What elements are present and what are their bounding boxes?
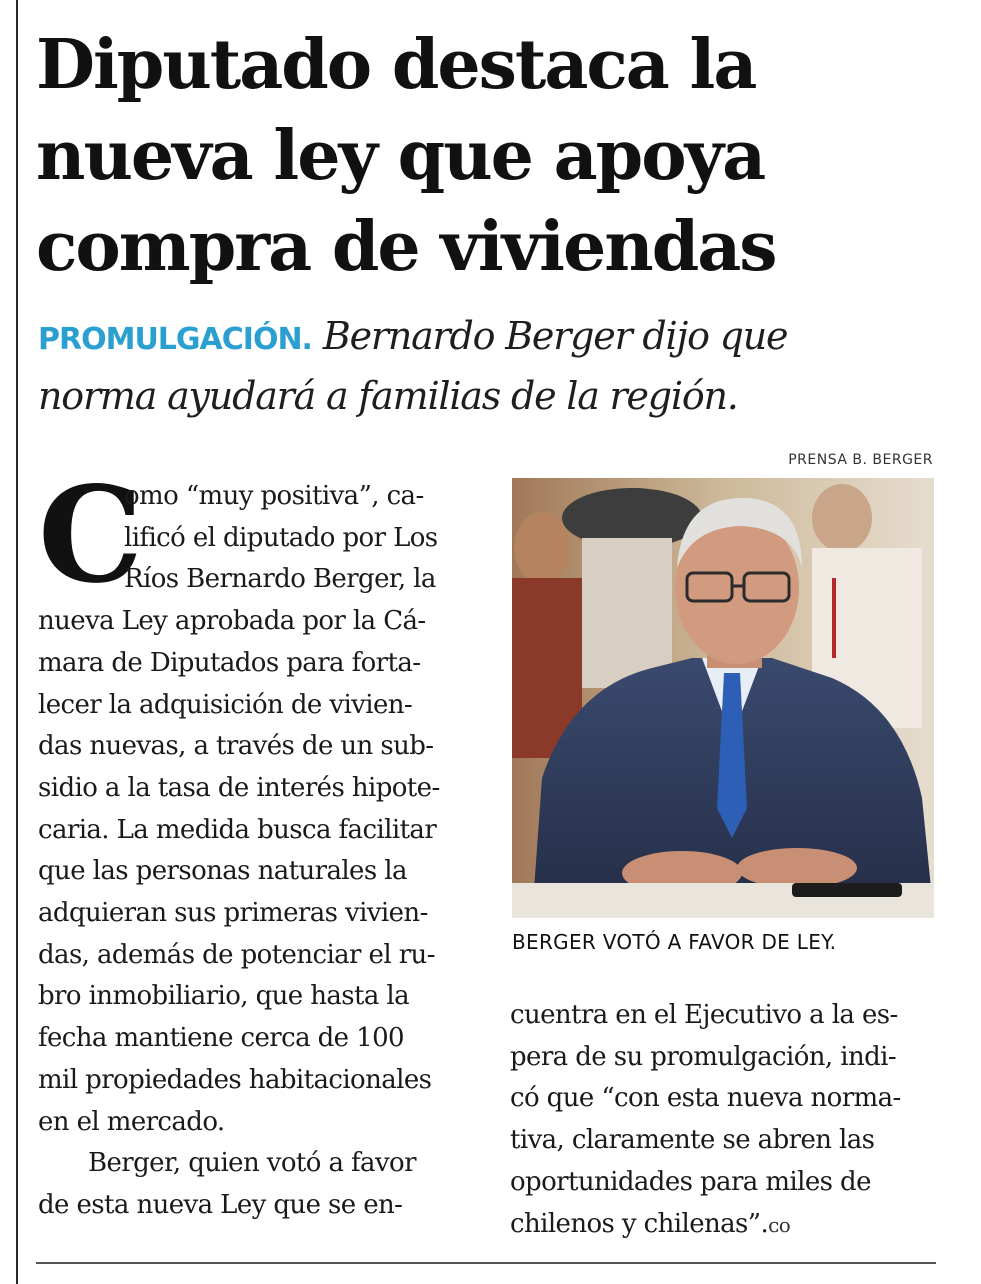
body-line: có que “con esta nueva norma- — [510, 1083, 901, 1114]
photo-illustration — [512, 478, 934, 918]
body-column-right — [510, 995, 940, 1246]
body-line-text: chilenos y chilenas”. — [510, 1208, 769, 1239]
body-line: mara de Diputados para fortа- — [38, 647, 421, 678]
body-line: lecer la adquisición de vivien- — [38, 689, 413, 720]
body-line: adquieran sus primeras vivien- — [38, 898, 428, 929]
left-column-rule — [16, 0, 18, 1284]
body-line: caria. La medida busca facilitar — [38, 814, 437, 845]
body-column-left — [38, 476, 468, 1227]
body-line: que las personas naturales la — [38, 856, 407, 887]
headline-line: nueva ley que apoya — [36, 116, 765, 196]
body-line: mil propiedades habitacionales — [38, 1064, 432, 1095]
news-photo — [512, 478, 934, 918]
body-line: oportunidades para miles de — [510, 1166, 871, 1197]
photo-credit: PRENSA B. BERGER — [788, 452, 933, 468]
body-line: pera de su promulgación, indi- — [510, 1041, 897, 1072]
drop-cap: C — [38, 458, 144, 613]
body-line: nueva Ley aprobada por la Cá- — [38, 606, 426, 637]
bottom-rule — [36, 1262, 936, 1264]
deck-text-1: Bernardo Berger dijo que — [322, 314, 788, 358]
body-line: das nuevas, a través de un sub- — [38, 731, 434, 762]
end-mark-icon: ᴄᴏ — [768, 1212, 791, 1237]
headline-line: Diputado destaca la — [36, 25, 756, 105]
photo-caption: BERGER VOTÓ A FAVOR DE LEY. — [512, 930, 837, 954]
deck-line-2: norma ayudará a familias de la región. — [38, 374, 738, 418]
body-line: fecha mantiene cerca de 100 — [38, 1023, 404, 1054]
body-line: tiva, claramente se abren las — [510, 1125, 875, 1156]
body-line: bro inmobiliario, que hasta la — [38, 981, 410, 1012]
body-line: en el mercado. — [38, 1106, 225, 1137]
headline-line: compra de viviendas — [36, 207, 776, 287]
deck — [38, 308, 958, 424]
body-line: Ríos Bernardo Berger, la — [124, 564, 436, 595]
body-line: Berger, quien votó a favor — [88, 1148, 416, 1179]
body-line: cuentra en el Ejecutivo a la es- — [510, 1000, 898, 1030]
body-line: lificó el diputado por Los — [124, 522, 438, 553]
body-line: sidio a la tasa de interés hipote- — [38, 772, 440, 803]
body-line: de esta nueva Ley que se en- — [38, 1189, 403, 1220]
body-line-last — [510, 1204, 940, 1247]
headline — [36, 20, 956, 293]
body-line: das, además de potenciar el ru- — [38, 939, 435, 970]
deck-line-1 — [38, 308, 958, 368]
kicker: PROMULGACIÓN. — [38, 322, 312, 357]
body-line: omo “muy positiva”, ca- — [124, 481, 424, 511]
